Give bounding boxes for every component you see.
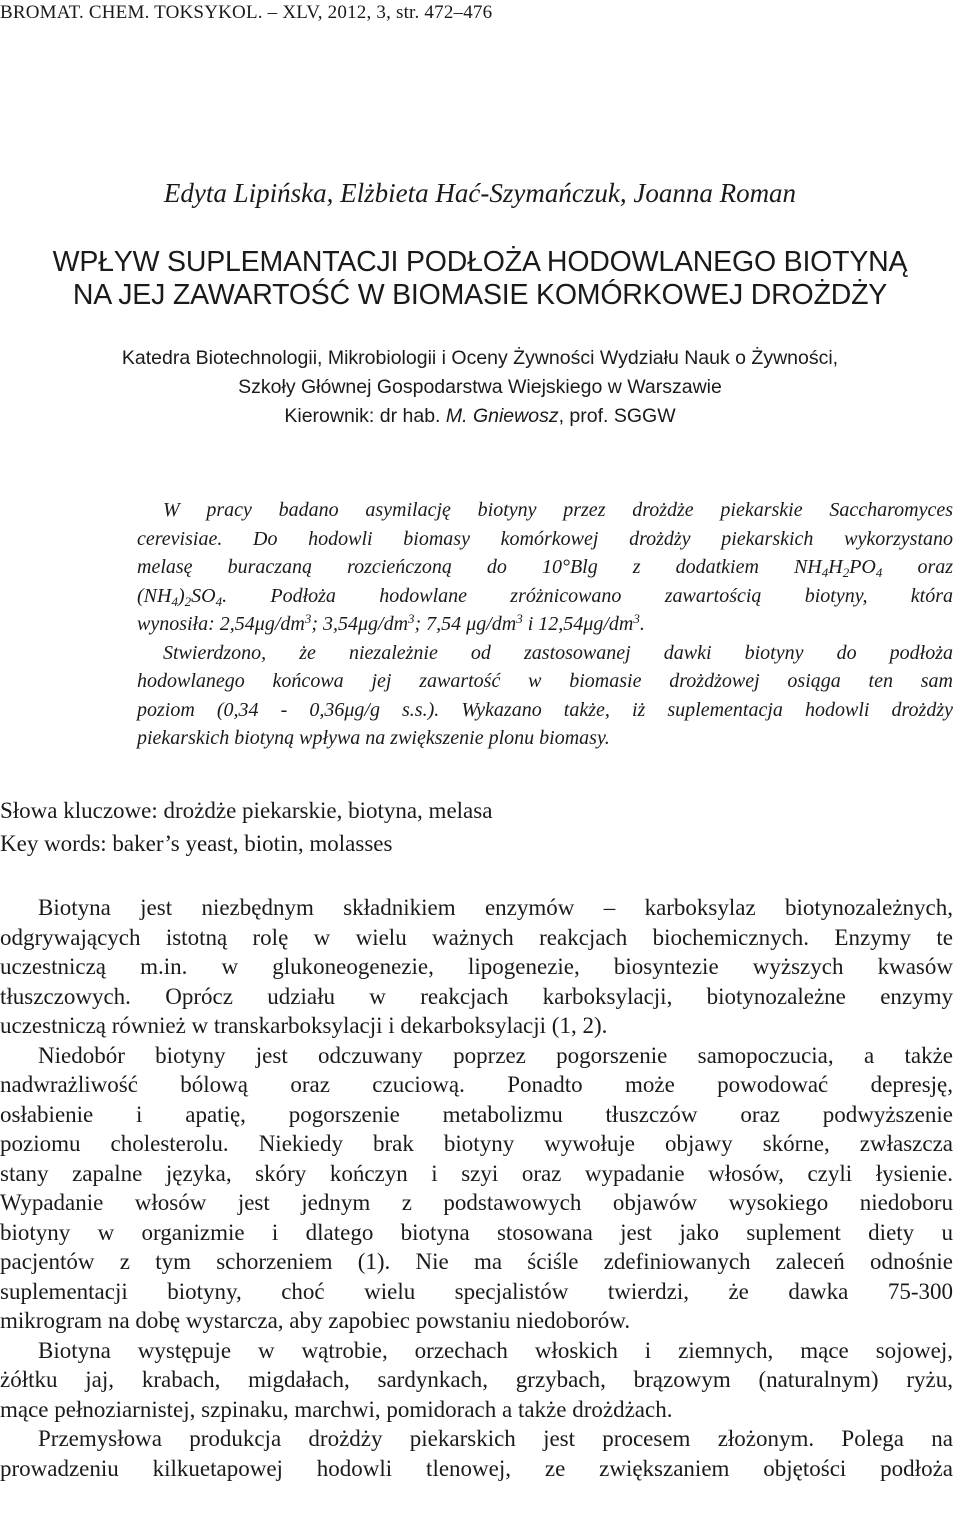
body-line: Przemysłowa produkcja drożdży piekarskich jest procesem złożonym. Polega na [38,1426,953,1451]
abstract-text: melasę buraczaną rozcieńczoną do 10°Blg z dodatkiem [137,556,759,578]
chemical-formula: $NH_4H_2PO_4$ [793,556,883,580]
head-name: M. Gniewosz [445,405,559,427]
body-line: uczestniczą również w transkarboksylacji i dekarboksylacji (1, 2). [0,1013,608,1038]
body-line: uczestniczą m.in. w glukoneogenezie, lipogenezie, biosyntezie wyższych kwasów [0,954,953,979]
abstract-line: poziom (0,34 - 0,36μg/g s.s.). Wykazano także, iż suplementacja hodowli drożdży [137,698,953,721]
keywords-pl: Słowa kluczowe: drożdże piekarskie, biotyna, melasa [0,798,493,823]
body-line: tłuszczowych. Oprócz udziału w reakcjach karboksylacji, biotynozależne enzymy [0,983,953,1009]
body-line: Wypadanie włosów jest jednym z podstawowych objawów wysokiego niedoboru [0,1190,953,1215]
keywords-en: Key words: baker’s yeast, biotin, molasses [0,831,393,856]
head-prefix: Kierownik: dr hab. [284,405,446,427]
abstract-line [137,582,953,611]
body-line: osłabienie i apatię, pogorszenie metabolizmu tłuszczów oraz podwyższenie [0,1101,953,1127]
body-line: nadwrażliwość bólową oraz czuciową. Ponadto może powodować depresję, [0,1072,953,1097]
abstract-text: oraz [917,556,954,578]
body-line: pacjentów z tym schorzeniem (1). Nie ma ściśle zdefiniowanych zaleceń odnośnie [0,1249,953,1274]
authors: Edyta Lipińska, Elżbieta Hać-Szymańczuk, Joanna Roman [163,178,797,208]
abstract-line: cerevisiae. Do hodowli biomasy komórkowej drożdży piekarskich wykorzystano [137,527,953,550]
affiliation-line: Szkoły Głównej Gospodarstwa Wiejskiego w Warszawie [238,376,722,398]
title-line: WPŁYW SUPLEMANTACJI PODŁOŻA HODOWLANEGO BIOTYNĄ [52,246,908,278]
abstract-text: . Podłoża hodowlane zróżnicowano zawartością biotyny, która [222,584,953,607]
body-line: mikrogram na dobę wystarcza, aby zapobiec powstaniu niedoborów. [0,1308,631,1333]
abstract-line: Stwierdzono, że niezależnie od zastosowanej dawki biotyny do podłoża [163,641,953,664]
abstract-line: hodowlanego końcowa jej zawartość w biomasie drożdżowej osiąga ten sam [137,670,953,692]
head-suffix: , prof. SGGW [558,405,676,427]
abstract-line [137,553,953,582]
body-line: suplementacji biotyny, choć wielu specjalistów twierdzi, że dawka 75-300 [0,1278,953,1304]
article-title [0,246,960,312]
affiliation-line: Katedra Biotechnologii, Mikrobiologii i Oceny Żywności Wydziału Nauk o Żywności, [121,347,839,369]
body-line: żółtku jaj, krabach, migdałach, sardynkach, grzybach, brązowym (naturalnym) ryżu, [0,1367,953,1392]
department-head [0,402,960,431]
affiliation [0,344,960,431]
body-line: poziomu cholesterolu. Niekiedy brak biotyny wywołuje objawy skórne, zwłaszcza [0,1131,953,1156]
abstract [137,496,953,753]
abstract-line: piekarskich biotyną wpływa na zwiększenie plonu biomasy. [137,727,610,749]
journal-reference: BROMAT. CHEM. TOKSYKOL. – XLV, 2012, 3, str. 472–476 [0,2,493,23]
body-line: mące pełnoziarnistej, szpinaku, marchwi, pomidorach a także drożdżach. [0,1396,673,1422]
keywords [0,794,492,860]
body-line: odgrywających istotną rolę w wielu ważnych reakcjach biochemicznych. Enzymy te [0,924,953,950]
body-line: biotyny w organizmie i dlatego biotyna stosowana jest jako suplement diety u [0,1219,953,1245]
body-line: prowadzeniu kilkuetapowej hodowli tlenowej, ze zwiększaniem objętości podłoża [0,1455,953,1481]
chemical-formula: $(NH_4)_2SO_4$ [137,584,223,609]
title-line: NA JEJ ZAWARTOŚĆ W BIOMASIE KOMÓRKOWEJ DROŻDŻY [72,279,888,311]
body-line: Biotyna występuje w wątrobie, orzechach włoskich i ziemnych, mące sojowej, [38,1337,953,1363]
body-text [0,893,953,1483]
abstract-line: wynosiła: $2,54\mu g/dm^3$; $3,54\mu g/dm^3$; 7,54 $\mu g/dm^3$ i $12,54\mu g/dm^3$. [137,611,645,635]
body-line: stany zapalne języka, skóry kończyn i szyi oraz wypadanie włosów, czyli łysienie. [0,1160,953,1186]
body-line: Biotyna jest niezbędnym składnikiem enzymów – karboksylaz biotynozależnych, [38,895,953,920]
abstract-line: W pracy badano asymilację biotyny przez drożdże piekarskie Saccharomyces [163,499,953,521]
body-line: Niedobór biotyny jest odczuwany poprzez pogorszenie samopoczucia, a także [38,1042,953,1068]
